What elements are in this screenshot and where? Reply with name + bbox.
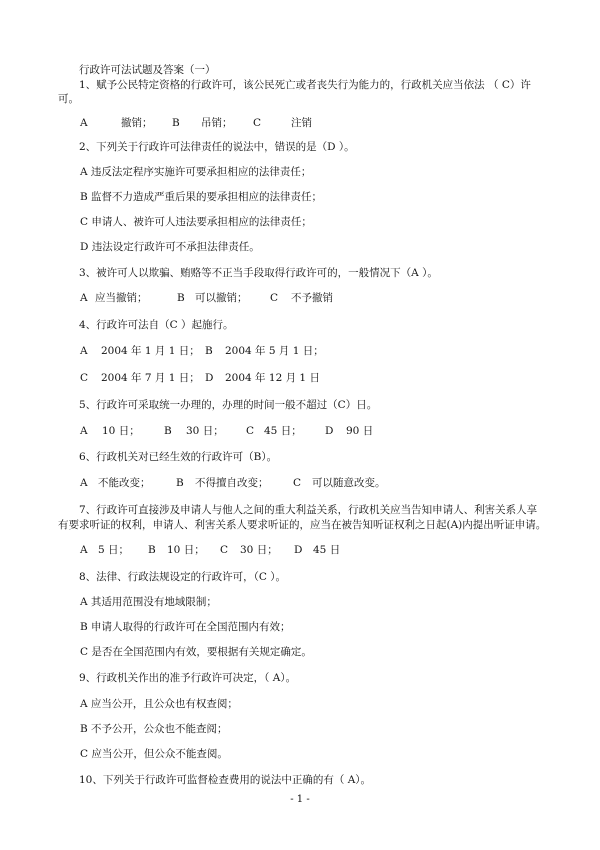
q7-option-c-letter: C: [220, 544, 229, 556]
question-7: 7、行政许可直接涉及申请人与他人之间的重大利益关系，行政机关应当告知申请人、利害关系人享: [79, 504, 538, 516]
q4-option-c-letter: C: [80, 372, 89, 384]
question-9: 9、行政机关作出的准予行政许可决定，（ A）。: [79, 672, 297, 684]
page-number: - 1 -: [290, 794, 310, 805]
q5-option-c-letter: C: [246, 425, 255, 437]
q5-option-c: 45 日；: [264, 425, 302, 437]
q4-option-b-letter: B: [205, 345, 213, 357]
q1-option-c-letter: C: [253, 117, 262, 129]
q8-option-c: C 是否在全国范围内有效，要根据有关规定确定。: [80, 646, 312, 658]
q9-option-b: B 不予公开，公众也不能查阅；: [80, 723, 228, 735]
question-4: 4、行政许可法自（C ）起施行。: [79, 319, 234, 331]
q6-option-b: 不得擅自改变；: [195, 477, 269, 489]
q2-option-a: A 违反法定程序实施许可要承担相应的法律责任；: [80, 166, 312, 178]
q3-option-b-letter: B: [177, 292, 185, 304]
question-7-cont: 有要求听证的权利，申请人、利害关系人要求听证的，应当在被告知听证权利之日起(A)内提出听证申请。: [58, 519, 547, 531]
q5-option-d-letter: D: [325, 425, 334, 437]
q4-option-c: 2004 年 7 月 1 日；: [101, 372, 200, 384]
q7-option-a-letter: A: [80, 544, 88, 556]
question-10: 10、下列关于行政许可监督检查费用的说法中正确的有（ A）。: [79, 774, 372, 786]
q2-option-c: C 申请人、被许可人违法要承担相应的法律责任；: [80, 216, 312, 228]
q4-option-d-letter: D: [205, 372, 214, 384]
question-3: 3、被许可人以欺骗、贿赂等不正当手段取得行政许可的，一般情况下（A ）。: [79, 267, 438, 279]
q7-option-d: 45 日: [313, 544, 341, 556]
q2-option-b: B 监督不力造成严重后果的要承担相应的法律责任；: [80, 191, 323, 203]
q4-option-d: 2004 年 12 月 1 日: [225, 372, 320, 384]
q9-option-a: A 应当公开，且公众也有权查阅；: [80, 698, 238, 710]
q1-option-c: 注销: [291, 117, 312, 129]
q5-option-b: 30 日；: [186, 425, 224, 437]
q5-option-a-letter: A: [80, 425, 88, 437]
question-6: 6、行政机关对已经生效的行政许可（B）。: [79, 451, 278, 463]
q7-option-b: 10 日；: [167, 544, 205, 556]
q5-option-a: 10 日；: [102, 425, 140, 437]
q6-option-a-letter: A: [80, 477, 88, 489]
question-1-cont: 可。: [58, 93, 79, 105]
q1-option-b: 吊销；: [201, 117, 233, 129]
q7-option-d-letter: D: [294, 544, 303, 556]
q7-option-c: 30 日；: [240, 544, 278, 556]
q3-option-c-letter: C: [270, 292, 279, 304]
q5-option-b-letter: B: [164, 425, 172, 437]
question-5: 5、行政许可采取统一办理的，办理的时间一般不超过（C）日。: [79, 399, 378, 411]
q1-option-a-letter: A: [80, 117, 88, 129]
q9-option-c: C 应当公开，但公众不能查阅。: [80, 748, 228, 760]
q6-option-c: 可以随意改变。: [312, 477, 386, 489]
q2-option-d: D 违法设定行政许可不承担法律责任。: [80, 241, 260, 253]
q7-option-b-letter: B: [148, 544, 156, 556]
q1-option-b-letter: B: [172, 117, 180, 129]
q1-option-a: 撤销；: [121, 117, 153, 129]
q3-option-b: 可以撤销；: [195, 292, 248, 304]
q3-option-a: 应当撤销；: [95, 292, 148, 304]
document-title: 行政许可法试题及答案（一）: [79, 64, 216, 76]
q5-option-d: 90 日: [346, 425, 374, 437]
q7-option-a: 5 日；: [98, 544, 130, 556]
question-8: 8、法律、行政法规设定的行政许可，（C ）。: [79, 571, 287, 583]
q3-option-a-letter: A: [80, 292, 88, 304]
q3-option-c: 不予撤销: [291, 292, 333, 304]
q6-option-a: 不能改变；: [98, 477, 151, 489]
q6-option-b-letter: B: [176, 477, 184, 489]
q8-option-a: A 其适用范围没有地域限制；: [80, 596, 217, 608]
q8-option-b: B 申请人取得的行政许可在全国范围内有效；: [80, 621, 291, 633]
question-2: 2、下列关于行政许可法律责任的说法中，错误的是（D ）。: [79, 141, 355, 153]
q4-option-b: 2004 年 5 月 1 日；: [225, 345, 324, 357]
q6-option-c-letter: C: [293, 477, 302, 489]
q4-option-a: 2004 年 1 月 1 日；: [101, 345, 200, 357]
question-1: 1、赋予公民特定资格的行政许可，该公民死亡或者丧失行为能力的，行政机关应当依法 （ C）许: [79, 79, 531, 91]
q4-option-a-letter: A: [80, 345, 88, 357]
